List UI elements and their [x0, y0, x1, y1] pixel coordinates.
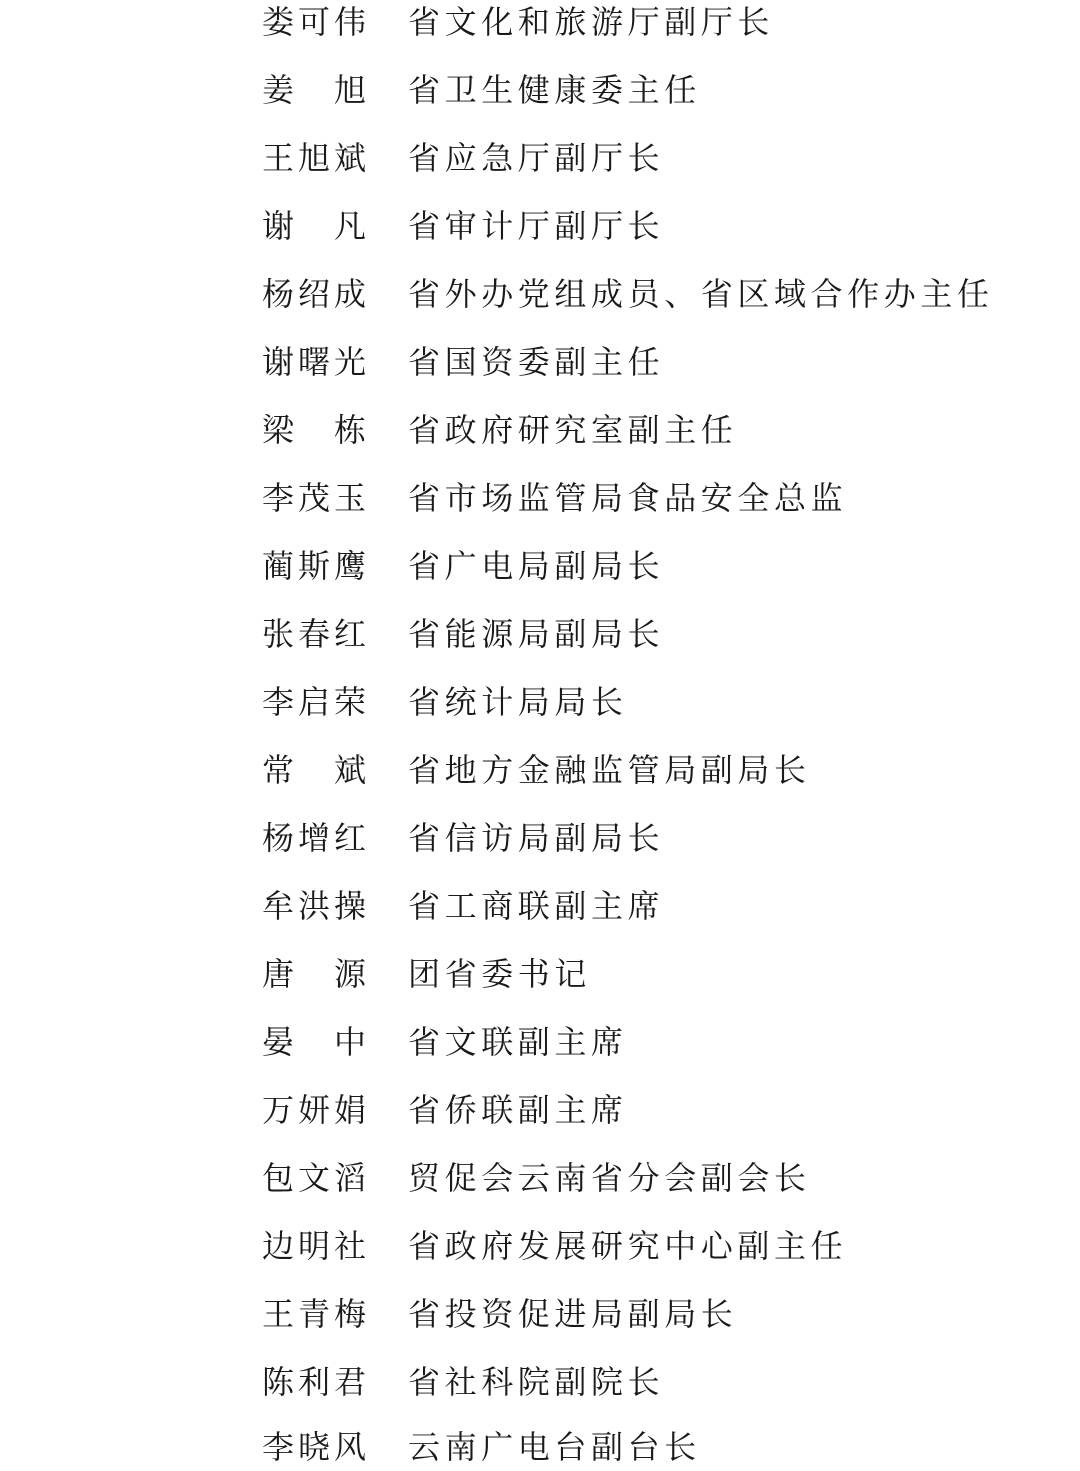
person-title: 省文化和旅游厅副厅长: [408, 3, 775, 41]
person-name: 李晓风: [262, 1428, 371, 1466]
person-name: 谢 凡: [262, 207, 371, 245]
list-item: [0, 1360, 1080, 1404]
person-name: 梁 栋: [262, 411, 371, 449]
person-name: 李茂玉: [262, 479, 371, 517]
person-title: 省信访局副局长: [408, 819, 665, 857]
person-title: 省政府研究室副主任: [408, 411, 738, 449]
list-item: [0, 816, 1080, 860]
person-title: 省国资委副主任: [408, 343, 665, 381]
list-item: [0, 204, 1080, 248]
person-name: 包文滔: [262, 1159, 371, 1197]
person-title: 省侨联副主席: [408, 1091, 628, 1129]
list-item: [0, 680, 1080, 724]
person-title: 省投资促进局副局长: [408, 1295, 738, 1333]
list-item: [0, 476, 1080, 520]
person-title: 团省委书记: [408, 955, 592, 993]
person-name: 杨绍成: [262, 275, 371, 313]
person-title: 省统计局局长: [408, 683, 628, 721]
person-title: 省文联副主席: [408, 1023, 628, 1061]
list-item: [0, 612, 1080, 656]
list-item: [0, 0, 1080, 44]
list-item: [0, 1224, 1080, 1268]
person-name: 晏 中: [262, 1023, 371, 1061]
person-title: 云南广电台副台长: [408, 1428, 701, 1466]
person-title: 省应急厅副厅长: [408, 139, 665, 177]
person-name: 杨增红: [262, 819, 371, 857]
person-title: 省卫生健康委主任: [408, 71, 701, 109]
list-item: [0, 748, 1080, 792]
person-title: 省政府发展研究中心副主任: [408, 1227, 848, 1265]
person-name: 常 斌: [262, 751, 371, 789]
person-name: 万妍娟: [262, 1091, 371, 1129]
list-item: [0, 952, 1080, 996]
person-title: 省地方金融监管局副局长: [408, 751, 811, 789]
list-item: [0, 1020, 1080, 1064]
person-name: 王旭斌: [262, 139, 371, 177]
person-name: 蔺斯鹰: [262, 547, 371, 585]
person-title: 省审计厅副厅长: [408, 207, 665, 245]
person-name: 娄可伟: [262, 3, 371, 41]
person-name: 陈利君: [262, 1363, 371, 1401]
person-title: 省能源局副局长: [408, 615, 665, 653]
person-name: 姜 旭: [262, 71, 371, 109]
person-title: 省市场监管局食品安全总监: [408, 479, 848, 517]
list-item: [0, 544, 1080, 588]
person-title: 省外办党组成员、省区域合作办主任: [408, 275, 994, 313]
person-name: 唐 源: [262, 955, 371, 993]
list-item: [0, 1292, 1080, 1336]
list-item: [0, 884, 1080, 928]
list-item: [0, 408, 1080, 452]
list-item: [0, 340, 1080, 384]
person-name: 牟洪操: [262, 887, 371, 925]
person-title: 省广电局副局长: [408, 547, 665, 585]
list-item: [0, 136, 1080, 180]
person-name: 王青梅: [262, 1295, 371, 1333]
list-item: [0, 272, 1080, 316]
person-name: 边明社: [262, 1227, 371, 1265]
person-title: 贸促会云南省分会副会长: [408, 1159, 811, 1197]
person-title: 省社科院副院长: [408, 1363, 665, 1401]
person-name: 张春红: [262, 615, 371, 653]
person-title: 省工商联副主席: [408, 887, 665, 925]
list-item: [0, 68, 1080, 112]
list-item: [0, 1425, 1080, 1469]
list-item: [0, 1156, 1080, 1200]
list-item: [0, 1088, 1080, 1132]
person-name: 谢曙光: [262, 343, 371, 381]
person-name: 李启荣: [262, 683, 371, 721]
